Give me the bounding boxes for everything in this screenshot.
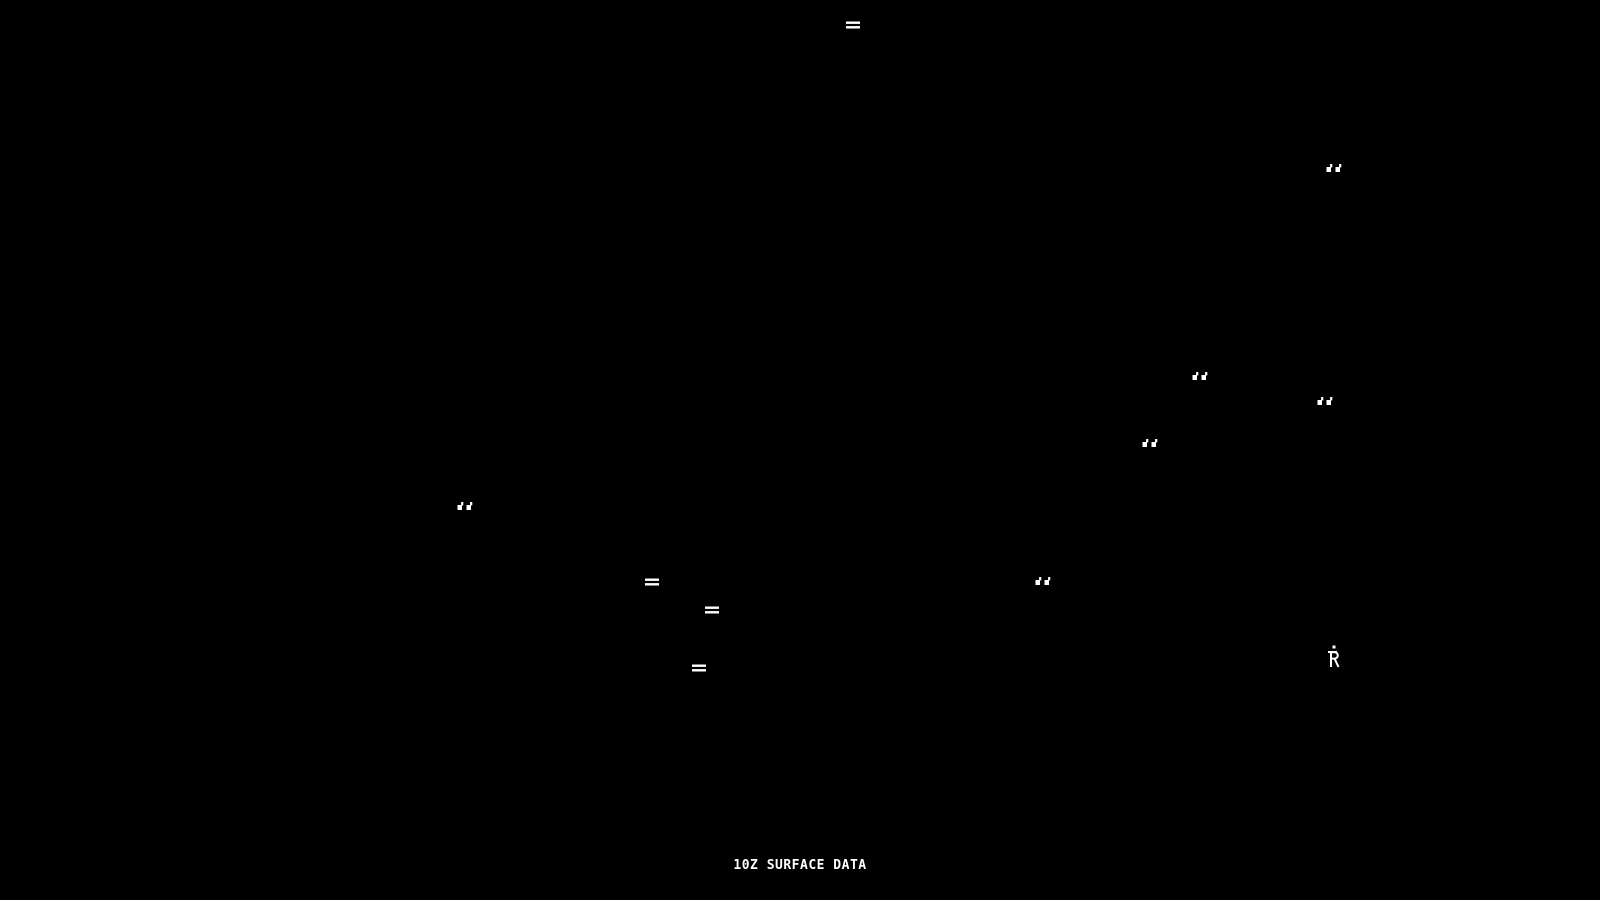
light-rain-icon — [1327, 164, 1342, 173]
station-symbol-mist — [705, 606, 720, 615]
station-symbol-mist — [846, 21, 861, 30]
station-symbol-light-rain — [1318, 397, 1333, 406]
light-rain-icon — [1143, 439, 1158, 448]
light-rain-icon — [458, 502, 473, 511]
light-rain-icon — [1193, 372, 1208, 381]
station-symbol-light-rain — [1036, 577, 1051, 586]
station-symbol-thunderstorm-rain — [1327, 645, 1341, 669]
station-symbol-light-rain — [1143, 439, 1158, 448]
light-rain-icon — [1036, 577, 1051, 586]
plot-title: 10Z SURFACE DATA — [733, 858, 867, 873]
mist-icon — [692, 664, 707, 673]
station-symbol-light-rain — [1327, 164, 1342, 173]
thunderstorm-rain-icon — [1327, 645, 1341, 669]
light-rain-icon — [1318, 397, 1333, 406]
mist-icon — [846, 21, 861, 30]
station-symbol-light-rain — [458, 502, 473, 511]
station-symbol-mist — [645, 578, 660, 587]
station-symbol-light-rain — [1193, 372, 1208, 381]
mist-icon — [705, 606, 720, 615]
station-symbol-mist — [692, 664, 707, 673]
mist-icon — [645, 578, 660, 587]
